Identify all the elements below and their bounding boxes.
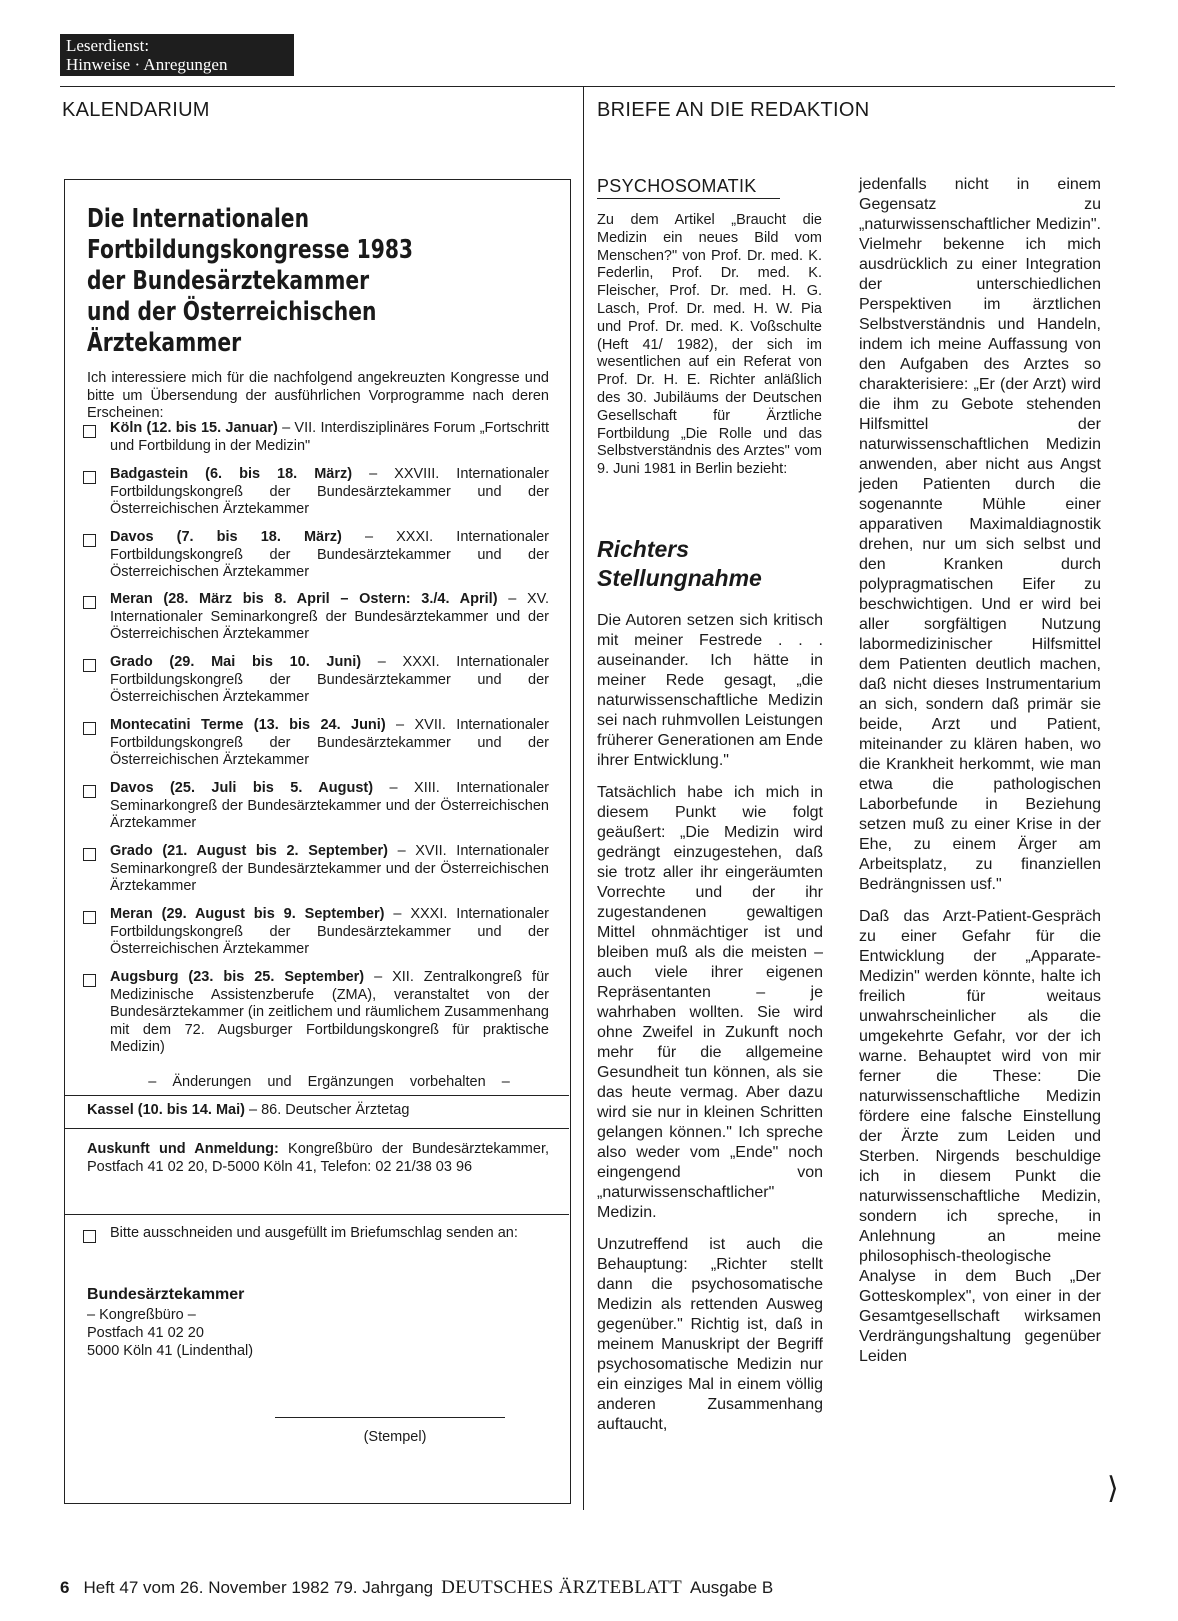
form-title-line: der Bundesärztekammer: [87, 266, 370, 296]
paragraph: jedenfalls nicht in einem Gegensatz zu „naturwissenschaftlicher Medizin". Vielmehr bekenne ich mich ausdrücklich zu einer Integration der unterschiedlichen Perspektiven im ärztlichen Selbstverständnis und Handeln, indem ich meine Auffassung von den Aufgaben des Arztes so charakterisiere: „Er (der Arzt) wird die ihm zu Gebote stehenden Hilfsmittel der naturwissenschaftlichen Medizin anwenden, aber nicht aus Angst jeden Patienten durch die sogenannte Mühle einer apparativen Maximaldiagnostik drehen, nur um sich selbst und den Kranken durch polypragmatischen Eifer zu beschwichtigen. Und er wird bei aller sorgfältigen Nutzung labormedizinischer Hilfsmittel dem Patienten deutlich machen, daß nicht dieses Instrumentarium an sich, sondern daß primär sie beide, Arzt und Patient, miteinander zu klären haben, wo die Krankheit herkommt, wie man etwa die pathologischen Laborbefunde in Beziehung setzen muß zu einer Krise in der Ehe, zu einem Ärger am Arbeitsplatz, zu finanziellen Bedrängnissen usf.": [859, 176, 1101, 893]
masthead: DEUTSCHES ÄRZTEBLATT: [441, 1577, 682, 1598]
entry-title: Grado (21. August bis 2. September): [110, 843, 388, 859]
continue-arrow-icon: ⟩: [1107, 1472, 1119, 1505]
form-title-line: Die Internationalen: [87, 204, 310, 234]
congress-entry[interactable]: [83, 969, 549, 1057]
letter-column-b: [859, 175, 1101, 1379]
rubric-underline: [597, 198, 780, 199]
page-footer: [60, 1577, 773, 1599]
entry-text: – XXXI. Internationaler Fortbildungskongreß der Bundesärztekammer und der Österreichischen Ärztekammer: [110, 906, 549, 957]
congress-entry[interactable]: [83, 654, 549, 707]
checkbox[interactable]: [83, 471, 96, 484]
paragraph: Unzutreffend ist auch die Behauptung: „Richter stellt dann die psychosomatische Medizin als rettenden Ausweg gegenüber." Richtig ist, daß in meinem Manuskript der Begriff psychosomatische Medizin nur ein einziges Mal in einem völlig anderen Zusammenhang auftaucht,: [597, 1236, 823, 1433]
entry-text: – XV. Internationaler Seminarkongreß der Bundesärztekammer und der Österreichischen Ärztekammer: [110, 591, 549, 642]
congress-entry[interactable]: [83, 780, 549, 833]
page-number: 6: [60, 1578, 70, 1597]
left-heading: KALENDARIUM: [62, 99, 210, 121]
headline-line: Richters: [597, 536, 690, 562]
entry-title: Grado (29. Mai bis 10. Juni): [110, 654, 362, 670]
kassel-title: Kassel (10. bis 14. Mai): [87, 1102, 245, 1118]
address-line: – Kongreßbüro –: [87, 1307, 196, 1323]
mailing-address: [87, 1286, 253, 1360]
entry-text: – XIII. Internationaler Seminarkongreß der Bundesärztekammer und der Österreichischen Ärztekammer: [110, 780, 549, 831]
checkbox[interactable]: [83, 425, 96, 438]
section-tag: [60, 34, 294, 76]
checkbox[interactable]: [83, 659, 96, 672]
address-line: 5000 Köln 41 (Lindenthal): [87, 1343, 254, 1359]
checkbox[interactable]: [83, 911, 96, 924]
entry-text: – XXVIII. Internationaler Fortbildungskongreß der Bundesärztekammer und der Österreichischen Ärztekammer: [110, 466, 549, 517]
entry-text: – XII. Zentralkongreß für Medizinische Assistenzberufe (ZMA), veranstaltet von der Bundesärztekammer (in zeitlichem und räumlichem Zusammenhang mit dem 72. Augsburger Fortbildungskongreß für praktische Medizin): [110, 969, 549, 1055]
congress-order-form: [64, 179, 571, 1504]
entry-title: Meran (28. März bis 8. April – Ostern: 3./4. April): [110, 591, 498, 607]
entry-title: Davos (7. bis 18. März): [110, 529, 342, 545]
divider: [65, 1095, 569, 1096]
address-org: Bundesärztekammer: [87, 1286, 245, 1303]
top-rule: [60, 86, 1115, 87]
cut-instruction[interactable]: [83, 1225, 549, 1243]
entry-text: – XVII. Internationaler Seminarkongreß der Bundesärztekammer und der Österreichischen Ärztekammer: [110, 843, 549, 894]
form-title-line: Fortbildungskongresse 1983: [87, 235, 414, 265]
cut-instruction-text: Bitte ausschneiden und ausgefüllt im Briefumschlag senden an:: [110, 1225, 518, 1241]
letter-column-a: [597, 611, 823, 1447]
entry-title: Köln (12. bis 15. Januar): [110, 420, 278, 436]
edition: Ausgabe B: [689, 1578, 774, 1597]
congress-entry[interactable]: [83, 843, 549, 896]
form-intro: Ich interessiere mich für die nachfolgend angekreuzten Kongresse und bitte um Übersendung der ausführlichen Vorprogramme nach deren Erscheinen:: [87, 370, 549, 421]
reservation-note: – Änderungen und Ergänzungen vorbehalten –: [148, 1074, 510, 1090]
entry-title: Montecatini Terme (13. bis 24. Juni): [110, 717, 386, 733]
checkbox[interactable]: [83, 596, 96, 609]
section-tag-line2: Hinweise · Anregungen: [66, 55, 228, 74]
entry-text: – XXXI. Internationaler Fortbildungskongreß der Bundesärztekammer und der Österreichischen Ärztekammer: [110, 529, 549, 580]
letter-rubric: PSYCHOSOMATIK: [597, 176, 757, 196]
issue-info: Heft 47 vom 26. November 1982 79. Jahrgang: [83, 1578, 434, 1597]
kassel-note: [87, 1102, 409, 1118]
stamp-line: [275, 1417, 505, 1418]
address-line: Postfach 41 02 20: [87, 1325, 204, 1341]
right-heading: BRIEFE AN DIE REDAKTION: [597, 99, 870, 121]
form-title-line: und der Österreichischen: [87, 297, 377, 327]
entry-text: – VII. Interdisziplinäres Forum „Fortschritt und Fortbildung in der Medizin": [110, 420, 549, 454]
checkbox[interactable]: [83, 974, 96, 987]
checkbox[interactable]: [83, 785, 96, 798]
entry-title: Augsburg (23. bis 25. September): [110, 969, 365, 985]
divider: [65, 1214, 569, 1215]
contact-text: Kongreßbüro der Bundesärztekammer, Postfach 41 02 20, D-5000 Köln 41, Telefon: 02 21/38 03 96: [87, 1141, 550, 1175]
congress-entry[interactable]: [83, 591, 549, 644]
entry-text: – XXXI. Internationaler Fortbildungskongreß der Bundesärztekammer und der Österreichischen Ärztekammer: [110, 654, 549, 705]
form-title-line: Ärztekammer: [87, 328, 242, 358]
entry-title: Badgastein (6. bis 18. März): [110, 466, 353, 482]
congress-entry[interactable]: [83, 466, 549, 519]
letter-headline: [597, 535, 762, 593]
kassel-text: – 86. Deutscher Ärztetag: [244, 1102, 410, 1118]
form-title: [87, 204, 454, 359]
contact-label: Auskunft und Anmeldung:: [87, 1141, 279, 1157]
divider: [65, 1128, 569, 1129]
checkbox[interactable]: [83, 1230, 96, 1243]
stamp-label: (Stempel): [363, 1429, 427, 1445]
congress-entry[interactable]: [83, 420, 549, 455]
congress-entry[interactable]: [83, 906, 549, 959]
paragraph: Daß das Arzt-Patient-Gespräch zu einer Gefahr für die Entwicklung der „Apparate-Medizin" werden könnte, halte ich freilich für weitaus unwahrscheinlicher als die umgekehrte Gefahr, vor der ich warne. Behauptet wird von mir ferner die These: Die naturwissenschaftliche Medizin fördere eine falsche Einstellung der Ärzte zum Leiden und Sterben. Nirgends beschuldige ich in diesem Punkt die naturwissenschaftliche Medizin, sondern ich spreche, in Anlehnung an meine philosophisch-theologische Analyse in dem Buch „Der Gotteskomplex", von einer in der Gesamtgesellschaft wirksamen Verdrängungshaltung gegenüber Leiden: [859, 908, 1101, 1365]
congress-entry[interactable]: [83, 529, 549, 582]
contact-info: [87, 1141, 549, 1176]
section-tag-line1: Leserdienst:: [66, 36, 150, 55]
entry-title: Meran (29. August bis 9. September): [110, 906, 385, 922]
congress-entry[interactable]: [83, 717, 549, 770]
checkbox[interactable]: [83, 722, 96, 735]
entry-title: Davos (25. Juli bis 5. August): [110, 780, 374, 796]
letter-lead: Zu dem Artikel „Braucht die Medizin ein neues Bild vom Menschen?" von Prof. Dr. med. K. Federlin, Prof. Dr. med. K. Fleischer, Prof. Dr. med. H. G. Lasch, Prof. Dr. med. H. W. Pia und Prof. Dr. med. K. Voßschulte (Heft 41/ 1982), der sich im wesentlichen auf ein Referat von Prof. Dr. H. E. Richter anläßlich des 30. Jubiläums der Deutschen Gesellschaft für Ärztliche Fortbildung „Die Rolle und das Selbstverständnis des Arztes" vom 9. Juni 1981 in Berlin bezieht:: [597, 212, 822, 478]
column-divider: [583, 86, 584, 1510]
checkbox[interactable]: [83, 534, 96, 547]
headline-line: Stellungnahme: [597, 565, 762, 591]
paragraph: Die Autoren setzen sich kritisch mit meiner Festrede . . . auseinander. Ich hätte in meiner Rede gesagt, „die naturwissenschaftliche Medizin sei nach ruhmvollen Leistungen früherer Generationen am Ende ihrer Entwicklung.": [597, 612, 823, 769]
checkbox[interactable]: [83, 848, 96, 861]
entry-text: – XVII. Internationaler Fortbildungskongreß der Bundesärztekammer und der Österreichischen Ärztekammer: [110, 717, 550, 768]
paragraph: Tatsächlich habe ich mich in diesem Punkt wie folgt geäußert: „Die Medizin wird gedrängt einzugestehen, daß sie trotz aller ihr eingeräumten Vorrechte und der ihr zugestandenen gewaltigen Mittel ohnmächtiger ist und bleiben muß als die meisten – auch viele ihrer eigenen Repräsentanten – je wahrhaben wollten. Sie wird ohne Zweifel in Zukunft noch mehr für die allgemeine Gesundheit tun können, als sie das heute vermag. Aber dazu wird sie nur in kleinen Schritten gelangen können." Ich spreche also weder vom „Ende" noch eingengend von „naturwissenschaftlicher" Medizin.: [597, 784, 823, 1221]
